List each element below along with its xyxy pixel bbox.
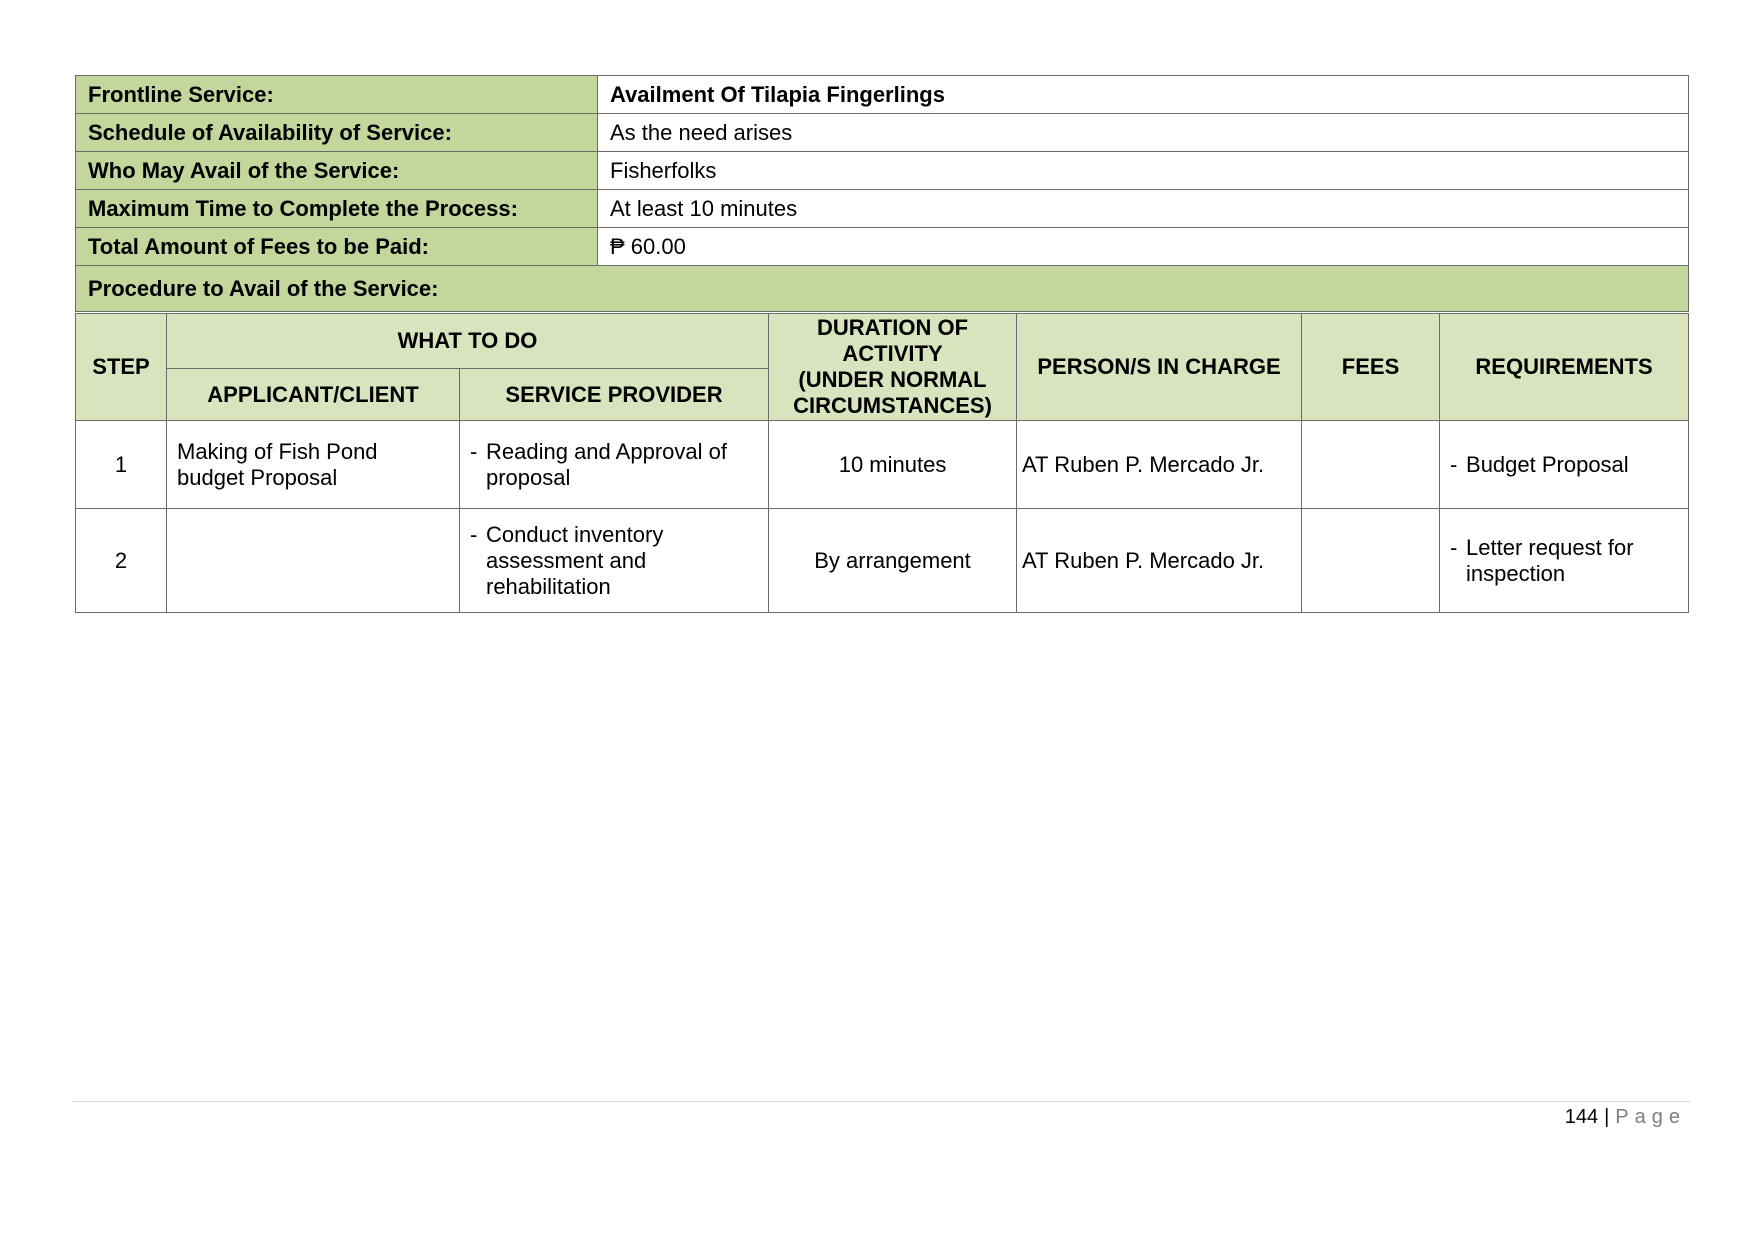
person-cell: AT Ruben P. Mercado Jr. xyxy=(1017,509,1302,613)
requirements-cell xyxy=(1440,509,1689,613)
page-number: 144 xyxy=(1564,1106,1599,1128)
requirements-bullet xyxy=(1450,452,1678,478)
what-to-do-header: WHAT TO DO xyxy=(167,314,769,369)
person-cell: AT Ruben P. Mercado Jr. xyxy=(1017,421,1302,509)
duration-cell: By arrangement xyxy=(769,509,1017,613)
step-cell: 1 xyxy=(76,421,167,509)
duration-cell: 10 minutes xyxy=(769,421,1017,509)
requirements-header: REQUIREMENTS xyxy=(1440,314,1689,421)
total-fees-label: Total Amount of Fees to be Paid: xyxy=(76,228,598,266)
provider-bullet xyxy=(470,439,758,491)
bullet-dash: - xyxy=(1450,534,1458,560)
applicant-client-header: APPLICANT/CLIENT xyxy=(167,369,460,421)
step-cell: 2 xyxy=(76,509,167,613)
fees-header: FEES xyxy=(1302,314,1440,421)
duration-header-line2: (UNDER NORMAL CIRCUMSTANCES) xyxy=(793,367,992,418)
table-row xyxy=(76,509,1689,613)
step-header: STEP xyxy=(76,314,167,421)
who-may-avail-value: Fisherfolks xyxy=(598,152,1689,190)
procedure-heading-row xyxy=(76,266,1689,312)
procedure-table xyxy=(75,313,1689,613)
schedule-label: Schedule of Availability of Service: xyxy=(76,114,598,152)
requirements-text: Budget Proposal xyxy=(1466,451,1629,477)
page-footer xyxy=(1565,1106,1686,1129)
frontline-service-value: Availment Of Tilapia Fingerlings xyxy=(598,76,1689,114)
bullet-dash: - xyxy=(470,438,478,464)
requirements-text: Letter request for inspection xyxy=(1466,534,1634,586)
provider-bullet xyxy=(470,522,758,600)
service-provider-header: SERVICE PROVIDER xyxy=(460,369,769,421)
max-time-row xyxy=(76,190,1689,228)
fees-cell xyxy=(1302,509,1440,613)
procedure-heading: Procedure to Avail of the Service: xyxy=(76,266,1689,312)
duration-header xyxy=(769,314,1017,421)
total-fees-row xyxy=(76,228,1689,266)
requirements-cell xyxy=(1440,421,1689,509)
who-may-avail-row xyxy=(76,152,1689,190)
service-info-table xyxy=(75,75,1689,312)
person-in-charge-header: PERSON/S IN CHARGE xyxy=(1017,314,1302,421)
provider-cell xyxy=(460,421,769,509)
schedule-value: As the need arises xyxy=(598,114,1689,152)
footer-divider xyxy=(72,1101,1690,1102)
header-row-1 xyxy=(76,314,1689,369)
applicant-cell xyxy=(167,509,460,613)
applicant-cell: Making of Fish Pond budget Proposal xyxy=(167,421,460,509)
footer-separator: | xyxy=(1604,1106,1610,1128)
bullet-dash: - xyxy=(470,521,478,547)
bullet-dash: - xyxy=(1450,451,1458,477)
provider-text: Reading and Approval of proposal xyxy=(486,438,727,490)
table-row xyxy=(76,421,1689,509)
frontline-service-label: Frontline Service: xyxy=(76,76,598,114)
page-label: Page xyxy=(1615,1106,1686,1128)
duration-header-line1: DURATION OF ACTIVITY xyxy=(816,315,969,366)
total-fees-value: ₱ 60.00 xyxy=(598,228,1689,266)
fees-cell xyxy=(1302,421,1440,509)
requirements-bullet xyxy=(1450,535,1678,587)
provider-cell xyxy=(460,509,769,613)
who-may-avail-label: Who May Avail of the Service: xyxy=(76,152,598,190)
frontline-service-row xyxy=(76,76,1689,114)
schedule-row xyxy=(76,114,1689,152)
max-time-label: Maximum Time to Complete the Process: xyxy=(76,190,598,228)
provider-text: Conduct inventory assessment and rehabilitation xyxy=(486,521,664,599)
max-time-value: At least 10 minutes xyxy=(598,190,1689,228)
